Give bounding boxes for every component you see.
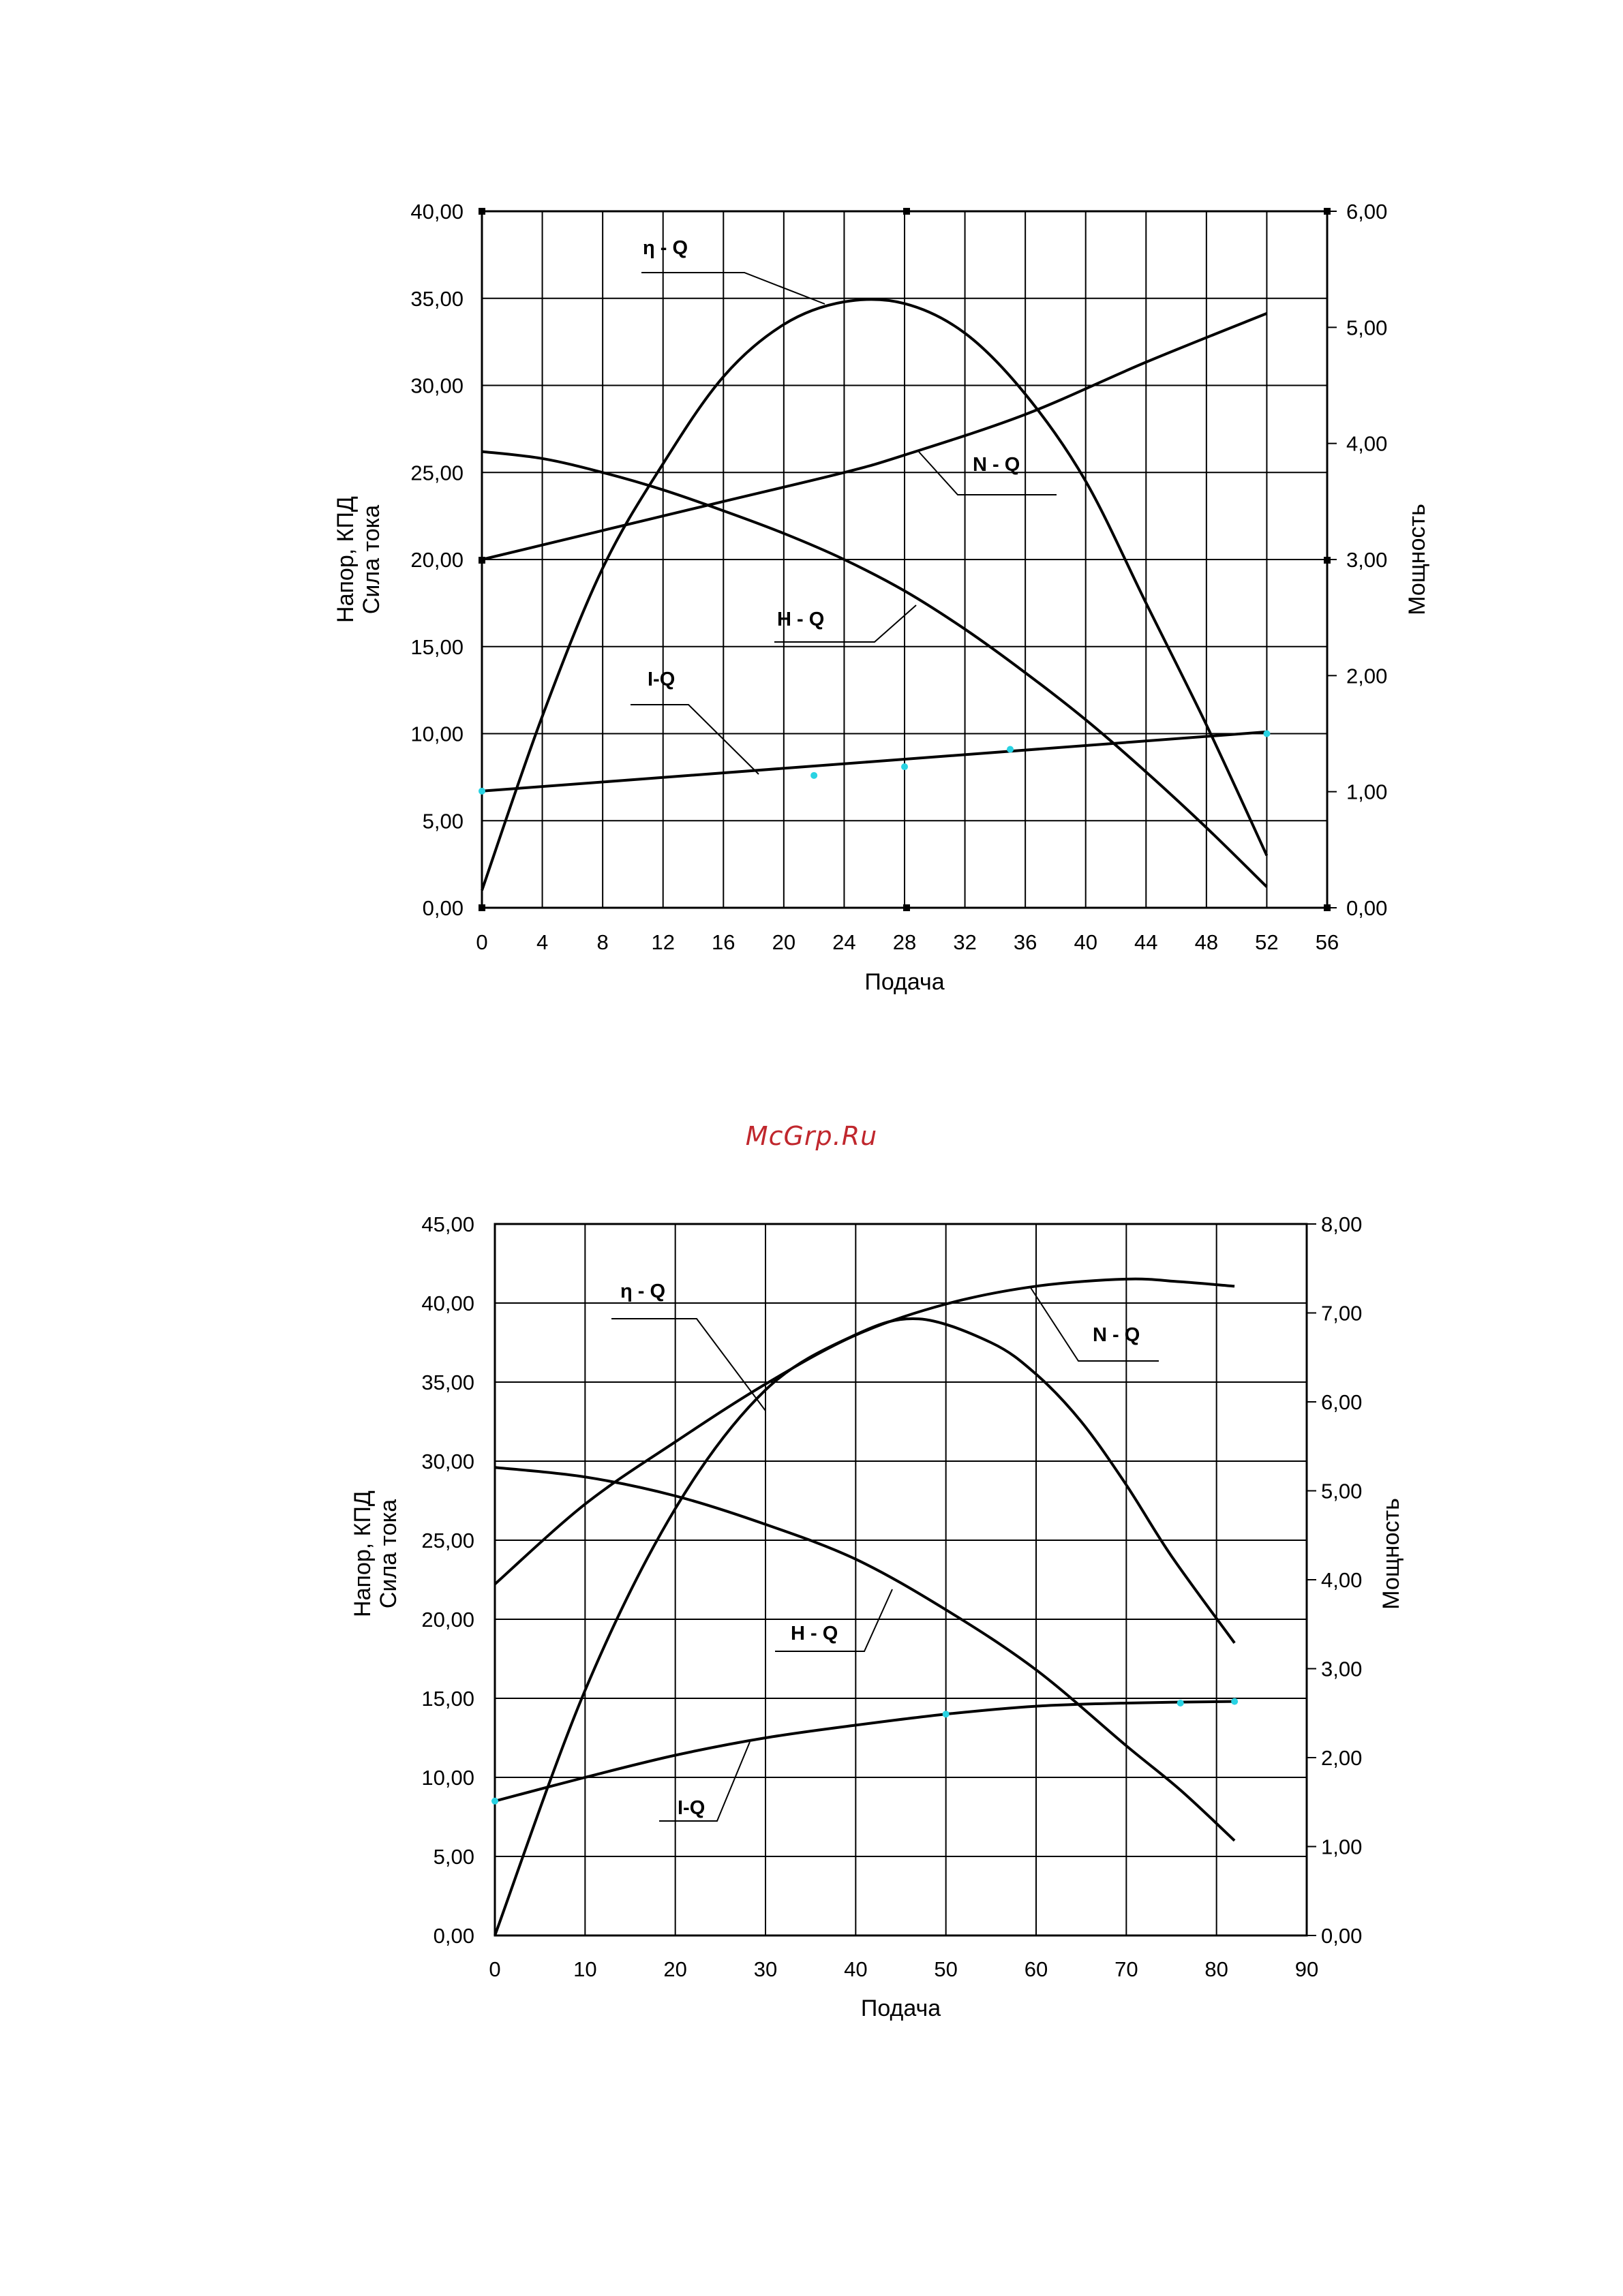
- y-tick-label: 10,00: [410, 722, 464, 746]
- series-curve: [482, 299, 1266, 890]
- y-tick-label: 40,00: [421, 1291, 474, 1315]
- series-curve: [495, 1319, 1234, 1935]
- y-tick-label: 15,00: [421, 1687, 474, 1711]
- data-point-marker: [810, 772, 817, 779]
- x-tick-label: 28: [892, 930, 917, 954]
- y2-tick-label: 3,00: [1321, 1657, 1363, 1681]
- y2-tick-label: 5,00: [1346, 316, 1388, 340]
- data-point-marker: [943, 1711, 950, 1717]
- y2-tick-label: 0,00: [1321, 1924, 1363, 1948]
- series-label: η - Q: [643, 237, 688, 259]
- selection-handle: [903, 208, 910, 215]
- x-tick-label: 24: [832, 930, 856, 954]
- x-tick-label: 0: [476, 930, 488, 954]
- x-tick-label: 70: [1114, 1957, 1138, 1981]
- x-tick-label: 40: [1074, 930, 1097, 954]
- y-tick-label: 5,00: [422, 809, 464, 833]
- data-point-marker: [1231, 1698, 1238, 1705]
- x-tick-label: 60: [1024, 1957, 1048, 1981]
- series-label: H - Q: [777, 609, 825, 630]
- x-tick-label: 8: [596, 930, 609, 954]
- y-tick-label: 45,00: [421, 1212, 474, 1236]
- data-point-marker: [1177, 1700, 1184, 1706]
- series-label: I-Q: [678, 1797, 706, 1819]
- y-axis-label: Напор, КПД: [333, 496, 359, 623]
- x-tick-label: 20: [772, 930, 796, 954]
- x-tick-label: 80: [1204, 1957, 1228, 1981]
- series-curve: [495, 1467, 1234, 1841]
- series-leader-line: [641, 273, 825, 304]
- y-tick-label: 40,00: [410, 200, 464, 224]
- y-tick-label: 20,00: [421, 1608, 474, 1632]
- y-tick-label: 25,00: [421, 1529, 474, 1552]
- y2-axis-label: Мощность: [1404, 504, 1430, 615]
- y-tick-label: 35,00: [421, 1371, 474, 1394]
- x-tick-label: 20: [663, 1957, 687, 1981]
- data-point-marker: [1007, 746, 1014, 752]
- x-axis-label: Подача: [860, 1995, 941, 2021]
- y2-tick-label: 3,00: [1346, 548, 1388, 572]
- x-tick-label: 32: [953, 930, 977, 954]
- y2-tick-label: 1,00: [1321, 1835, 1363, 1859]
- plot-frame: [495, 1224, 1307, 1935]
- y2-tick-label: 6,00: [1346, 200, 1388, 224]
- series-leader-line: [631, 705, 759, 774]
- selection-handle: [479, 208, 485, 215]
- series-curve: [495, 1702, 1234, 1801]
- x-tick-label: 0: [489, 1957, 501, 1981]
- x-tick-label: 4: [536, 930, 549, 954]
- y-tick-label: 0,00: [433, 1924, 474, 1948]
- y2-tick-label: 4,00: [1346, 431, 1388, 456]
- x-tick-label: 36: [1013, 930, 1037, 954]
- y2-tick-label: 8,00: [1321, 1212, 1363, 1236]
- watermark: McGrp.Ru: [745, 1121, 878, 1151]
- x-tick-label: 56: [1315, 930, 1339, 954]
- series-label: H - Q: [791, 1623, 838, 1644]
- y2-tick-label: 0,00: [1346, 896, 1388, 920]
- y2-tick-label: 2,00: [1346, 664, 1388, 688]
- y2-tick-label: 7,00: [1321, 1301, 1363, 1326]
- data-point-marker: [1263, 731, 1270, 737]
- y-tick-label: 5,00: [433, 1845, 474, 1869]
- y-axis-label: Напор, КПД: [350, 1490, 376, 1617]
- y-tick-label: 30,00: [421, 1450, 474, 1473]
- y-tick-label: 0,00: [422, 896, 464, 920]
- series-label: N - Q: [973, 454, 1020, 476]
- x-tick-label: 30: [753, 1957, 778, 1981]
- data-point-marker: [491, 1798, 498, 1805]
- x-tick-label: 90: [1294, 1957, 1319, 1981]
- y-tick-label: 10,00: [421, 1766, 474, 1790]
- y-tick-label: 30,00: [410, 373, 464, 398]
- y2-tick-label: 6,00: [1321, 1390, 1363, 1414]
- data-point-marker: [479, 788, 485, 795]
- selection-handle: [1324, 904, 1331, 911]
- y-axis-label: Сила тока: [376, 1499, 401, 1609]
- x-tick-label: 50: [934, 1957, 958, 1981]
- series-label: I-Q: [648, 669, 676, 690]
- x-tick-label: 52: [1255, 930, 1279, 954]
- chart-top: [333, 200, 1430, 995]
- x-tick-label: 44: [1134, 930, 1158, 954]
- selection-handle: [903, 904, 910, 911]
- series-curve: [482, 452, 1266, 887]
- y2-tick-label: 5,00: [1321, 1479, 1363, 1503]
- y-tick-label: 20,00: [410, 548, 464, 572]
- x-tick-label: 12: [651, 930, 675, 954]
- x-tick-label: 48: [1194, 930, 1219, 954]
- series-label: N - Q: [1093, 1324, 1140, 1346]
- chart-bottom: [350, 1212, 1404, 2021]
- data-point-marker: [901, 763, 908, 770]
- y-tick-label: 25,00: [410, 461, 464, 485]
- series-label: η - Q: [620, 1281, 666, 1302]
- series-curve: [482, 732, 1266, 791]
- y2-tick-label: 1,00: [1346, 780, 1388, 804]
- y2-axis-label: Мощность: [1378, 1498, 1404, 1610]
- y2-tick-label: 2,00: [1321, 1746, 1363, 1770]
- selection-handle: [479, 904, 485, 911]
- x-axis-label: Подача: [864, 969, 945, 995]
- y-axis-label: Сила тока: [359, 504, 384, 615]
- x-tick-label: 10: [573, 1957, 597, 1981]
- x-tick-label: 16: [712, 930, 735, 954]
- y-tick-label: 15,00: [410, 634, 464, 659]
- series-curve: [482, 313, 1266, 560]
- y-tick-label: 35,00: [410, 286, 464, 311]
- x-tick-label: 40: [844, 1957, 868, 1981]
- y2-tick-label: 4,00: [1321, 1568, 1363, 1592]
- selection-handle: [1324, 208, 1331, 215]
- selection-handle: [1324, 557, 1331, 564]
